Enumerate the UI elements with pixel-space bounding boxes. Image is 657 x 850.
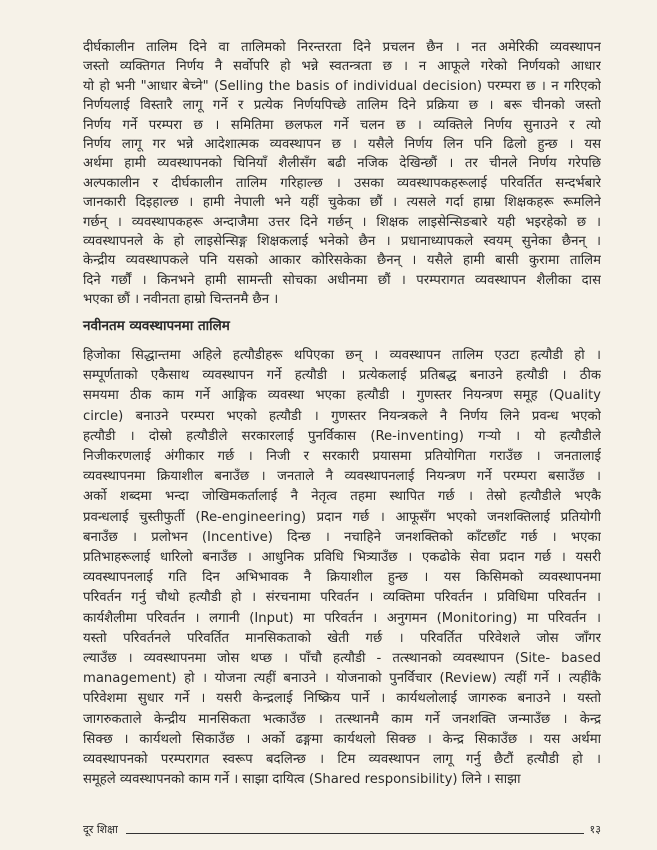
text-line: अर्को शब्दमा भन्दा जोखिमकर्तालाई नै नेतृत्व तहमा स्थापित गर्छ । तेस्रो हत्यौडीले भएकै (83, 489, 601, 505)
text-line: कार्यशैलीमा परिवर्तन । लगानी (Input) मा परिवर्तन । अनुगमन (Monitoring) मा परिवर्तन । (83, 610, 601, 626)
text-line: ल्याउँछ । व्यवस्थापनमा जोस थप्छ । पाँचौ हत्यौडी - तत्स्थानको व्यवस्थापन (Site- based (83, 651, 601, 666)
text-line: व्यवस्थापनमा क्रियाशील बनाउँछ । जनताले नै व्यवस्थापनलाई नियन्त्रण गर्ने परम्परा बसाउँछ । (83, 469, 601, 485)
text-line: व्यवस्थापनले के हो लाइसेन्सिङ्ग शिक्षकलाई भनेको छैन । प्रधानाध्यापकले स्वयम् सुनेका छैनन् । (83, 234, 601, 249)
text-line: circle) बनाउने परम्परा भएको हत्यौडी । गुणस्तर नियन्त्रकले नै निर्णय लिने प्रवन्ध भएको (83, 408, 601, 424)
text-line: यस्तो परिवर्तनले परिवर्तित मानसिकताको खेती गर्छ । परिवर्तित परिवेशले जोस जाँगर (83, 630, 601, 646)
text-line: दीर्घकालीन तालिम दिने वा तालिमको निरन्तरता दिने प्रचलन छैन । नत अमेरिकी व्यवस्थापन (83, 40, 601, 55)
text-line: हिजोका सिद्धान्तमा अहिले हत्यौडीहरू थपिएका छन् । व्यवस्थापन तालिम एउटा हत्यौडी हो । (83, 348, 601, 363)
text-line: निर्णय गर्ने परम्परा छ । समितिमा छलफल गर्ने चलन छ । व्यक्तिले निर्णय सुनाउने र त्यो (83, 117, 601, 133)
text-line: परिवर्तन गर्नु चौथो हत्यौडी हो । संरचनामा परिवर्तन । व्यक्तिमा परिवर्तन । प्रविधिमा परिवर्तन । (83, 590, 601, 606)
text-line: निजीकरणलाई अंगीकार गर्छ । निजी र सरकारी प्रयासमा प्रतियोगिता गराउँछ । जनतालाई (83, 449, 601, 464)
text-line: भएका छौं । नवीनता हाम्रो चिन्तनमै छैन । (83, 292, 279, 308)
text-line: सिक्छ । कार्यथलो सिकाउँछ । अर्को ढङ्गमा कार्यथलो सिक्छ । केन्द्र सिकाउँछ । यस अर्थमा (83, 731, 601, 747)
text-line: बनाउँछ । प्रलोभन (Incentive) दिन्छ । नचाहिने जनशक्तिको काँटछाँट गर्छ । भएका (83, 529, 601, 545)
page-number: १३ (589, 823, 601, 836)
text-line: निर्णयलाई विस्तारै लागू गर्ने र प्रत्येक निर्णयपिच्छे तालिम दिने प्रक्रिया छ । बरू चीनको जस्तो (83, 98, 601, 114)
text-line: परिवेशमा सुधार गर्ने । यसरी केन्द्रलाई निष्क्रिय पार्ने । कार्यथलोलाई जागरुक बनाउने । यस्तो (83, 691, 601, 707)
section-heading: नवीनतम व्यवस्थापनमा तालिम (83, 318, 230, 334)
text-line: केन्द्रीय व्यवस्थापकले पनि यसको आकार कोरिसकेका छैनन् । यसैले हामी बासी कुरामा तालिम (83, 253, 601, 269)
text-line: अल्पकालीन र दीर्घकालीन तालिम गरिहाल्छ । उसका व्यवस्थापकहरूलाई परिवर्तित सन्दर्भबारे (83, 175, 601, 191)
footer-title: दूर शिक्षा (83, 823, 118, 836)
footer-rule (126, 833, 584, 834)
text-line: दिने गर्छौं । किनभने हामी सामन्ती सोचका अधीनमा छौं । परम्परागत व्यवस्थापन शैलीका दास (83, 272, 601, 288)
text-line: जागरुकताले केन्द्रीय मानसिकता भत्काउँछ । तत्स्थानमै काम गर्ने जनशक्ति जन्माउँछ । केन्द्र (83, 711, 601, 727)
text-line: सम्पूर्णताको एकैसाथ व्यवस्थापन गर्ने हत्यौडी । प्रत्येकलाई प्रतिबद्ध बनाउने हत्यौडी । ठीक (83, 368, 601, 384)
text-line: निर्णय लागू गर भन्ने आदेशात्मक व्यवस्थापन छ । यसैले निर्णय लिन पनि ढिलो हुन्छ । यस (83, 137, 601, 152)
text-line: प्रतिभाहरूलाई धारिलो बनाउँछ । आधुनिक प्रविधि भित्र्याउँछ । एकढोके सेवा प्रदान गर्छ । यसरी (83, 550, 601, 565)
text-line: जानकारी दिइहाल्छ । हामी नेपाली भने यहीं चुकेका छौं । त्यसले गर्दा हाम्रा शिक्षकहरू रूमलिने (83, 195, 601, 211)
page-footer (83, 822, 601, 837)
text-line: व्यवस्थापनको परम्परागत स्वरूप बदलिन्छ । टिम व्यवस्थापन लागू गर्नु छैटौं हत्यौडी हो । (83, 752, 601, 767)
text-line: अर्थमा हामी व्यवस्थापनको चिनियाँ शैलीसँग बढी नजिक देखिन्छौं । तर चीनले निर्णय गरेपछि (83, 156, 601, 172)
text-line: जस्तो व्यक्तिगत निर्णय नै सर्वोपरि हो भन्ने स्वतन्त्रता छ । न आफूले गरेको निर्णयको आधार (83, 59, 601, 75)
text-line: प्रवन्धलाई चुस्तीफुर्ती (Re-engineering) प्रदान गर्छ । आफूसँग भएको जनशक्तिलाई प्रतियोगी (83, 509, 601, 525)
text-line: समयमा ठीक काम गर्ने आङ्गिक व्यवस्था भएका हत्यौडी । गुणस्तर नियन्त्रण समूह (Quality (83, 388, 601, 404)
text-line: यो हो भनी "आधार बेच्ने" (Selling the basis of individual decision) परम्परा छ । न गरिएको (83, 78, 601, 94)
text-line: गर्छन् । व्यवस्थापकहरू अन्दाजैमा उत्तर दिने गर्छन् । शिक्षक लाइसेन्सिङबारे यही भइरहेको छ । (83, 214, 601, 230)
text-line: management) हो । योजना त्यहीं बनाउने । योजनाको पुनर्विचार (Review) त्यहीं गर्ने । त्यहींकै (83, 671, 601, 687)
text-line: हत्यौडी । दोस्रो हत्यौडीले सरकारलाई पुनर्विकास (Re-inventing) गऱ्यो । यो हत्यौडीले (83, 428, 601, 444)
text-line: समूहले व्यवस्थापनको काम गर्ने । साझा दायित्व (Shared responsibility) लिने । साझा (83, 772, 521, 788)
text-line: व्यवस्थापनलाई गति दिन अभिभावक नै क्रियाशील हुन्छ । यस किसिमको व्यवस्थापनमा (83, 570, 601, 586)
